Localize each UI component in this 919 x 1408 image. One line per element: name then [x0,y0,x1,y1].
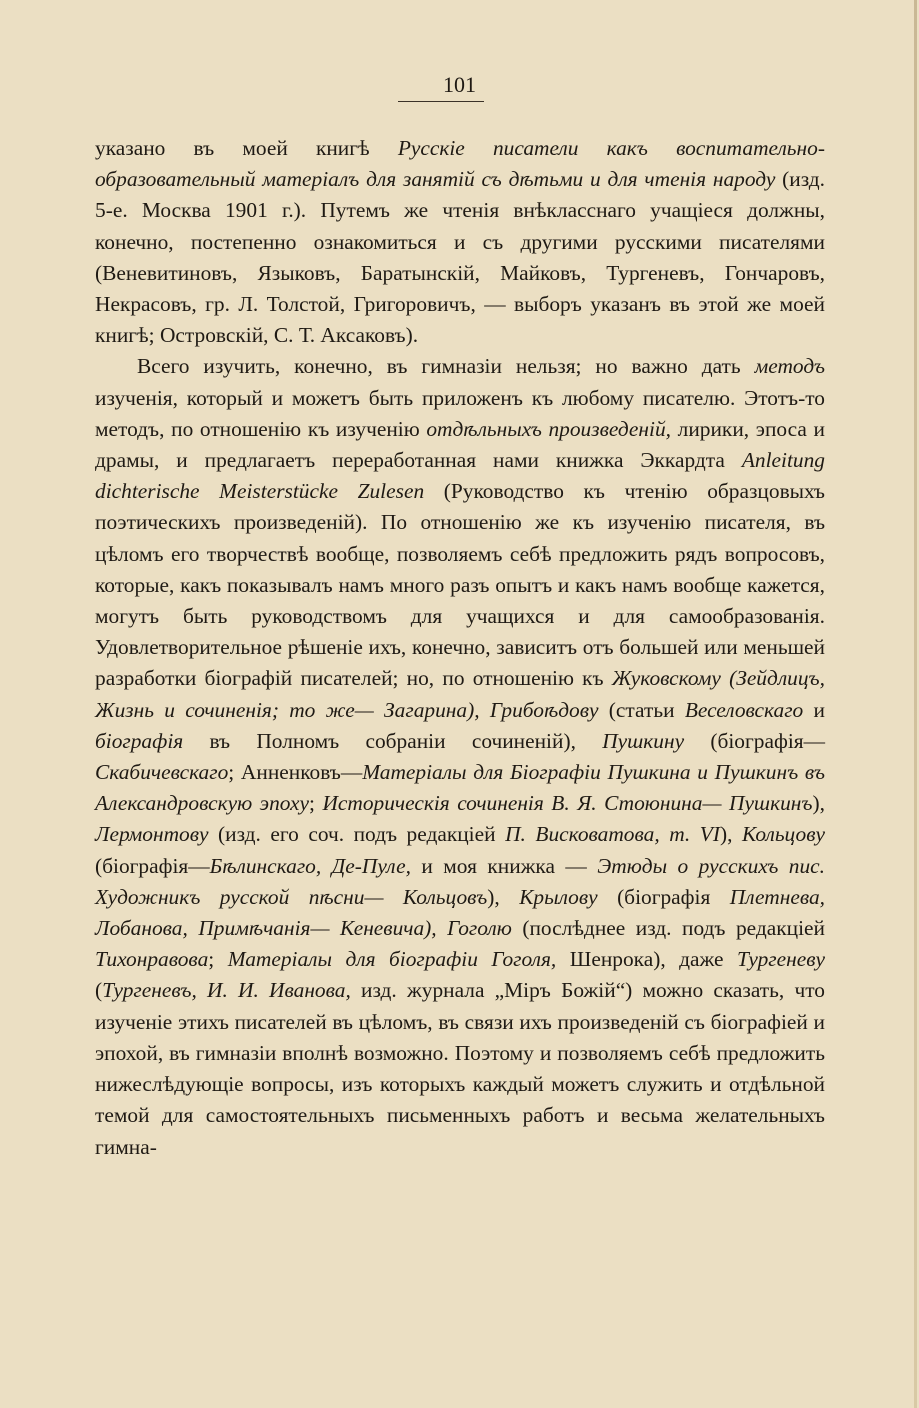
text-run: (изд. его соч. подъ редакціей [208,822,506,847]
italic-run: Матеріалы для біографіи Гоголя, [227,947,557,972]
paragraph-2 [95,351,825,1162]
body-text [95,133,825,1163]
italic-run: Плетнева, Лобанова, Примѣчанія— Кеневича), Гоголю [95,884,826,941]
text-run: и моя книжка — [410,853,598,878]
text-run: (статьи [598,697,685,722]
italic-run: Историческія сочиненія В. Я. Стоюнина— Пушкинъ [322,791,813,816]
italic-run: Жуковскому (Зейдлицъ, Жизнь и сочиненія; то же— Загарина), Грибоѣдову [95,666,825,722]
italic-run: Лермонтову [95,822,209,847]
page-edge [914,0,917,1408]
text-run: ), [487,884,520,909]
text-run: ; [208,947,228,972]
text-run: ; [309,791,323,816]
italic-run: Тихонравова [95,947,209,972]
text-run: ( [95,978,103,1003]
italic-run: Кольцову [741,822,825,847]
italic-run: Русскіе писатели какъ воспитательно-образовательный матеріалъ для занятій съ дѣтьми и для чтенія народу [95,136,825,192]
text-run: указано въ моей книгѣ [95,136,398,160]
text-run: Шенрока), даже [556,947,737,972]
text-run: (Руководство къ чтенію образцовыхъ поэтическихъ произведеній). По отношенію же къ изученію писателя, въ цѣломъ его творчествѣ вообще, позволяемъ себѣ предложить рядъ вопросовъ, которые, какъ показывалъ намъ много разъ опытъ и какъ намъ вообще кажется, могутъ быть руководствомъ для учащихся и для самообразованія. Удовлетворительное рѣшеніе ихъ, конечно, зависитъ отъ большей или меньшей разработки біографій писателей; но, по отношенію къ [95,479,825,691]
header-rule [398,101,484,102]
text-run: и [803,697,825,722]
text-run: (біографія— [95,853,210,878]
italic-run: методъ [754,354,825,379]
text-run: изученія, который и можетъ быть приложенъ къ любому писателю. Этотъ-то методъ, по отношенію къ изученію [95,385,825,441]
italic-run: біографія [95,728,184,753]
text-run: (біографія— [684,728,825,753]
text-run: Всего изучить, конечно, въ гимназіи нельзя; но важно дать [137,354,755,379]
italic-run: Тургеневу [736,947,826,972]
text-run: ), [719,822,742,847]
italic-run: Веселовскаго [684,697,804,722]
italic-run: Скабичевскаго [95,760,229,785]
text-run: (біографія [597,884,730,909]
page-number: 101 [443,72,476,97]
italic-run: Матеріалы для Біографіи Пушкина и Пушкинъ въ Александровскую эпоху [95,760,825,816]
italic-run: Этюды о русскихъ пис. Художникъ русской пѣсни— Кольцовъ [95,853,826,909]
italic-run: Тургеневъ, И. И. Иванова, [102,978,351,1003]
italic-run: Anleitung dichterische Meisterstücke Zulesen [95,448,825,504]
text-run: изд. журнала „Міръ Божій“) можно сказать, что изученіе этихъ писателей въ цѣломъ, въ связи ихъ произведеній съ біографіей и эпохой, въ гимназіи вполнѣ возможно. Поэтому и позволяемъ себѣ предложить нижеслѣдующіе вопросы, изъ которыхъ каждый можетъ служить и отдѣльной темой для самостоятельныхъ письменныхъ работъ и весьма желательныхъ гимна- [95,978,825,1159]
italic-run: Пушкину [602,728,685,753]
text-run: (послѣднее изд. подъ редакціей [511,916,825,941]
text-run: (изд. 5-е. Москва 1901 г.). Путемъ же чтенія внѣкласснаго учащіеся должны, конечно, постепенно ознакомиться и съ другими русскими писателями (Веневитиновъ, Языковъ, Баратынскій, Майковъ, Тургеневъ, Гончаровъ, Некрасовъ, гр. Л. Толстой, Григоровичъ, — выборъ указанъ въ этой же моей книгѣ; Островскій, С. Т. Аксаковъ). [95,167,825,348]
text-run: въ Полномъ собраніи сочиненій), [183,728,603,753]
text-run: ; Анненковъ— [228,760,363,785]
paragraph-1 [95,133,825,351]
text-run: лирики, эпоса и драмы, и предлагаетъ переработанная нами книжка Эккардта [95,416,825,473]
italic-run: Крылову [519,884,598,909]
italic-run: П. Висковатова, т. VI [505,822,720,847]
italic-run: отдѣльныхъ произведеній, [426,416,672,441]
text-run: ), [812,791,825,816]
italic-run: Бѣлинскаго, Де-Пуле, [209,853,411,878]
